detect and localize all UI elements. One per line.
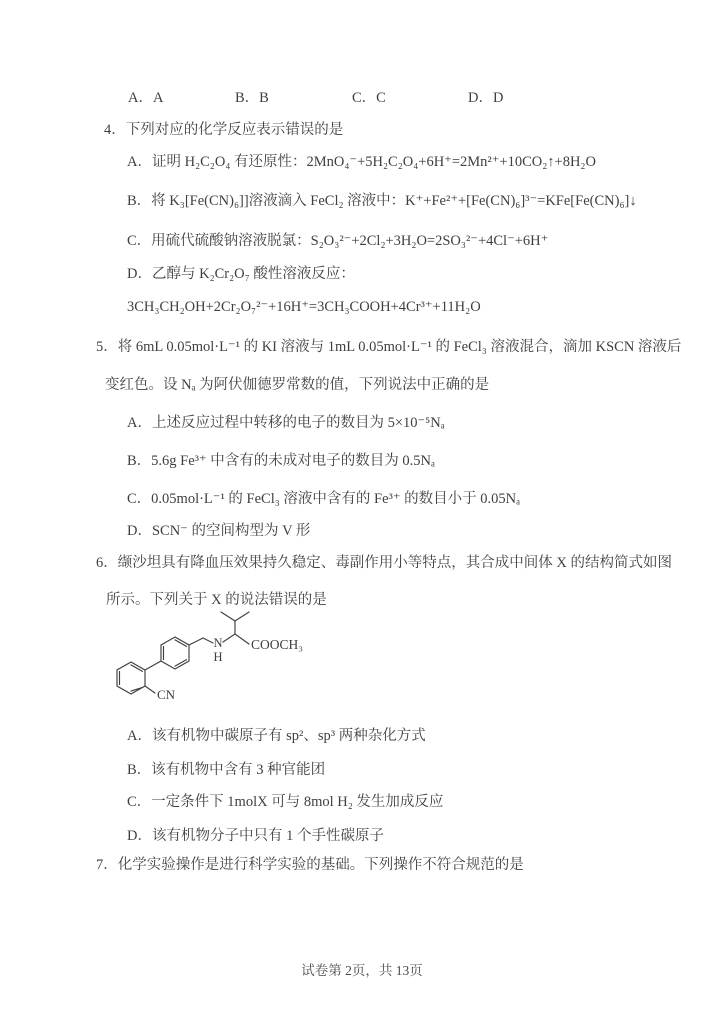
q5-option-a: A．上述反应过程中转移的电子的数目为 5×10⁻⁵Nₐ xyxy=(127,415,445,431)
amine-h-label: H xyxy=(213,650,223,664)
q6-option-b: B．该有机物中含有 3 种官能团 xyxy=(127,762,326,778)
answer-choice-b: B．B xyxy=(235,90,269,106)
q4-option-a: A．证明 H₂C₂O₄ 有还原性：2MnO₄⁻+5H₂C₂O₄+6H⁺=2Mn²⁺+10CO₂↑+8H₂O xyxy=(127,154,596,170)
answer-choice-a: A．A xyxy=(128,90,164,106)
page-footer: 试卷第 2页，共 13页 xyxy=(301,963,423,978)
q5-stem-line2: 变红色。设 Nₐ 为阿伏伽德罗常数的值，下列说法中正确的是 xyxy=(105,377,490,393)
q4-option-c: C．用硫代硫酸钠溶液脱氯：S₂O₃²⁻+2Cl₂+3H₂O=2SO₃²⁻+4Cl⁻+6H⁺ xyxy=(127,233,549,249)
benzene-ring-left xyxy=(117,662,145,694)
q4-stem: 4．下列对应的化学反应表示错误的是 xyxy=(104,122,344,138)
q6-stem-line2: 所示。下列关于 X 的说法错误的是 xyxy=(106,592,327,608)
q5-option-c: C．0.05mol·L⁻¹ 的 FeCl₃ 溶液中含有的 Fe³⁺ 的数目小于 0.05Nₐ xyxy=(127,491,521,507)
q6-option-a: A．该有机物中碳原子有 sp²、sp³ 两种杂化方式 xyxy=(127,728,426,744)
q6-option-d: D．该有机物分子中只有 1 个手性碳原子 xyxy=(127,828,384,844)
biphenyl-bond xyxy=(145,661,161,670)
q6-option-c: C．一定条件下 1molX 可与 8mol H₂ 发生加成反应 xyxy=(127,794,444,810)
amine-n-label: N xyxy=(213,636,223,650)
molecule-structure xyxy=(105,601,325,709)
q5-option-b: B．5.6g Fe³⁺ 中含有的未成对电子的数目为 0.5Nₐ xyxy=(127,453,435,469)
q4-option-d: D．乙醇与 K₂Cr₂O₇ 酸性溶液反应： xyxy=(127,266,355,282)
answer-choice-c: C．C xyxy=(352,90,386,106)
q5-option-d: D．SCN⁻ 的空间构型为 V 形 xyxy=(127,523,311,539)
answer-choice-d: D．D xyxy=(468,90,504,106)
q5-stem-line1: 5．将 6mL 0.05mol·L⁻¹ 的 KI 溶液与 1mL 0.05mol·L⁻¹ 的 FeCl₃ 溶液混合，滴加 KSCN 溶液后 xyxy=(96,339,682,355)
benzene-ring-center xyxy=(161,637,189,669)
q7-stem: 7．化学实验操作是进行科学实验的基础。下列操作不符合规范的是 xyxy=(96,857,524,873)
q4-option-b: B．将 K₃[Fe(CN)₆]]溶液滴入 FeCl₂ 溶液中：K⁺+Fe²⁺+[Fe(CN)₆]³⁻=KFe[Fe(CN)₆]↓ xyxy=(127,193,637,209)
nitrile-label: CN xyxy=(157,687,176,702)
ester-label: COOCH₃ xyxy=(251,637,303,652)
q6-stem-line1: 6．缬沙坦具有降血压效果持久稳定、毒副作用小等特点，其合成中间体 X 的结构简式如图 xyxy=(96,555,672,571)
q4-option-d-equation: 3CH₃CH₂OH+2Cr₂O₇²⁻+16H⁺=3CH₃COOH+4Cr³⁺+11H₂O xyxy=(127,299,481,315)
nitrile-bond xyxy=(145,686,155,693)
